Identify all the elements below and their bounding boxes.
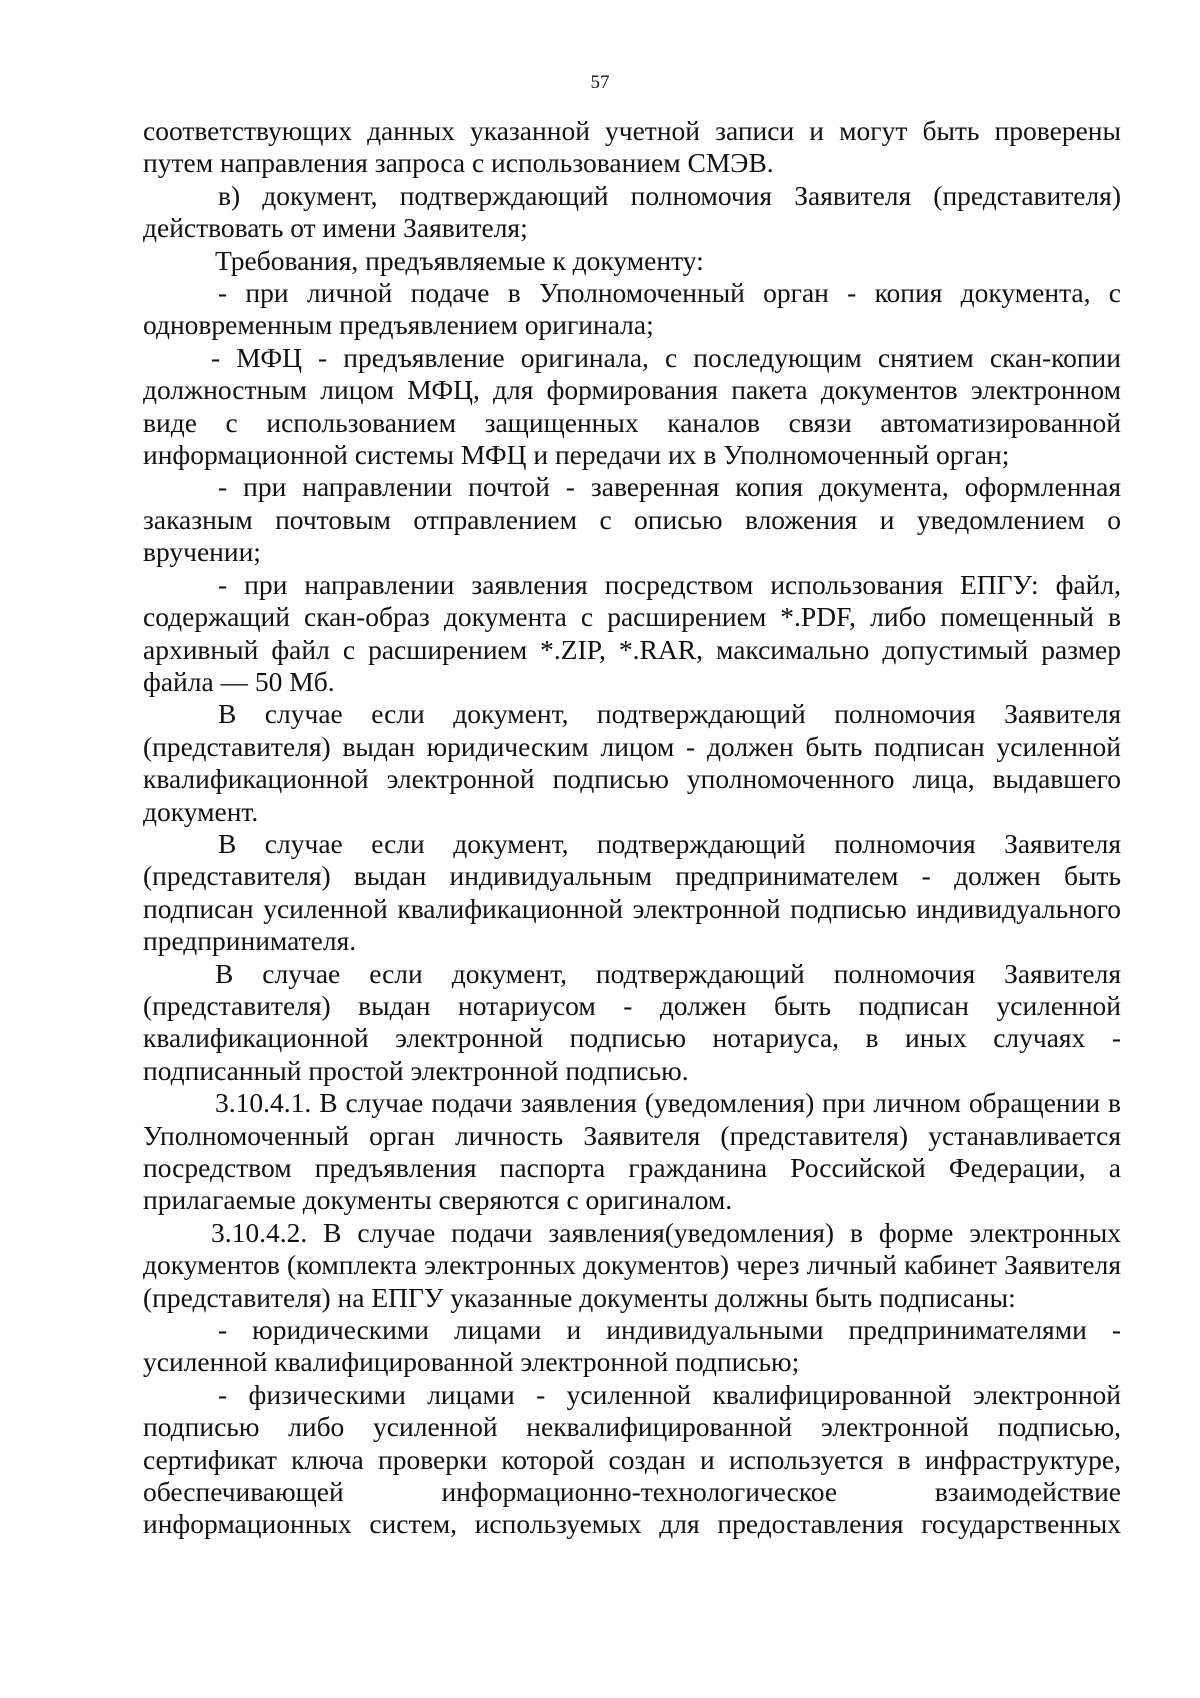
paragraph-authority-document: в) документ, подтверждающий полномочия Заявителя (представителя) действовать от имени Заявителя; <box>143 179 1121 244</box>
paragraph-section-3-10-4-2: 3.10.4.2. В случае подачи заявления(уведомления) в форме электронных документов (комплекта электронных документов) через личный кабинет Заявителя (представителя) на ЕПГУ указанные документы должны быть подписаны: <box>143 1216 1121 1313</box>
document-body <box>143 115 1121 1541</box>
paragraph-epgu-submission: - при направлении заявления посредством использования ЕПГУ: файл, содержащий скан-образ документа с расширением *.PDF, либо помещенный в архивный файл с расширением *.ZIP, *.RAR, максимально допустимый размер файла — 50 Мб. <box>143 568 1121 697</box>
paragraph-smev-verification: соответствующих данных указанной учетной записи и могут быть проверены путем направления запроса с использованием СМЭВ. <box>143 115 1121 179</box>
paragraph-section-3-10-4-1: 3.10.4.1. В случае подачи заявления (уведомления) при личном обращении в Уполномоченный орган личность Заявителя (представителя) устанавливается посредством предъявления паспорта гражданина Российской Федерации, а прилагаемые документы сверяются с оригиналом. <box>143 1087 1121 1216</box>
paragraph-legal-entity-signature: В случае если документ, подтверждающий полномочия Заявителя (представителя) выдан юридическим лицом - должен быть подписан усиленной квалификационной электронной подписью уполномоченного лица, выдавшего документ. <box>143 698 1121 827</box>
paragraph-postal-submission: - при направлении почтой - заверенная копия документа, оформленная заказным почтовым отправлением с описью вложения и уведомлением о вручении; <box>143 471 1121 568</box>
paragraph-entrepreneur-signature: В случае если документ, подтверждающий полномочия Заявителя (представителя) выдан индивидуальным предпринимателем - должен быть подписан усиленной квалификационной электронной подписью индивидуального предпринимателя. <box>143 827 1121 957</box>
paragraph-personal-submission: - при личной подаче в Уполномоченный орган - копия документа, с одновременным предъявлением оригинала; <box>143 277 1121 341</box>
paragraph-notary-signature: В случае если документ, подтверждающий полномочия Заявителя (представителя) выдан нотариусом - должен быть подписан усиленной квалификационной электронной подписью нотариуса, в иных случаях - подписанный простой электронной подписью. <box>143 957 1121 1086</box>
paragraph-legal-entities-signature: - юридическими лицами и индивидуальными предпринимателями - усиленной квалифицированной электронной подписью; <box>143 1314 1121 1378</box>
paragraph-mfc-submission: - МФЦ - предъявление оригинала, с последующим снятием скан-копии должностным лицом МФЦ, для формирования пакета документов электронном виде с использованием защищенных каналов связи автоматизированной информационной системы МФЦ и передачи их в Уполномоченный орган; <box>143 341 1121 471</box>
paragraph-individuals-signature: - физическими лицами - усиленной квалифицированной электронной подписью либо усиленной неквалифицированной электронной подписью, сертификат ключа проверки которой создан и используется в инфраструктуре, обеспечивающей информационно-технологическое взаимодействие информационных систем, используемых для предоставления государственных <box>143 1378 1121 1540</box>
page-number: 57 <box>590 72 610 93</box>
paragraph-requirements-heading: Требования, предъявляемые к документу: <box>215 244 704 276</box>
